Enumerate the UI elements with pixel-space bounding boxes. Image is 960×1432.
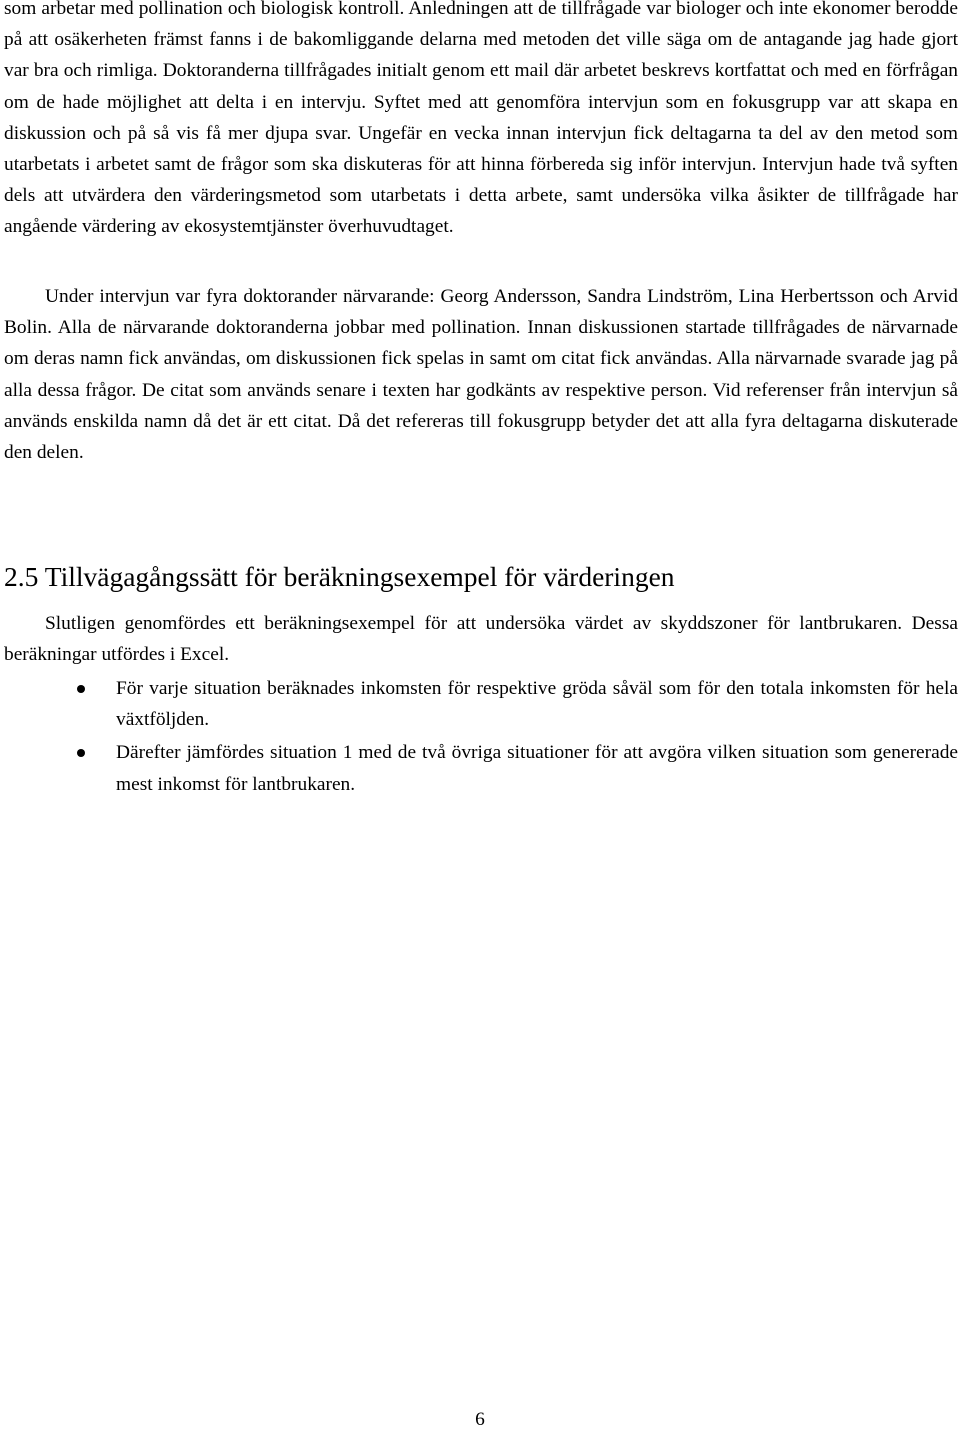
bullet-point-icon [77, 685, 85, 693]
body-paragraph-interview-participants: Under intervjun var fyra doktorander närvarande: Georg Andersson, Sandra Lindström, Lina Herbertsson och Arvid Bolin. Alla de närvarande doktoranderna jobbar med pollination. Innan diskussionen startade tillfrågades de närvarnade om deras namn fick användas, om diskussionen fick spelas in samt om citat fick användas. Alla närvarnade svarade jag på alla dessa frågor. De citat som används senare i texten har godkänts av respektive person. Vid referenser från intervjun så används enskilda namn då det är ett citat. Då det refereras till fokusgrupp betyder det att alla fyra deltagarna diskuterade den delen. [4, 286, 958, 464]
body-paragraph-method-interview: som arbetar med pollination och biologisk kontroll. Anledningen att de tillfrågade var biologer och inte ekonomer berodde på att osäkerheten främst fanns i de bakomliggande delarna med metoden det ville säga om de antagande jag hade gjort var bra och rimliga. Doktoranderna tillfrågades initialt genom ett mail där arbetet beskrevs kortfattat och med en förfrågan om de hade möjlighet att delta i en intervju. Syftet med att genomföra intervjun som en fokusgrupp var att skapa en diskussion och på så vis få mer djupa svar. Ungefär en vecka innan intervjun fick deltagarna ta del av den metod som utarbetats i arbetet samt de frågor som ska diskuteras för att hinna förbereda sig inför intervjun. Intervjun hade två syften dels att utvärdera den värderingsmetod som utarbetats i detta arbete, samt undersöka vilka åsikter de tillfrågade har angående värdering av ekosystemtjänster överhuvudtaget. [4, 0, 958, 238]
bullet-list-item [0, 673, 958, 735]
bullet-text: Därefter jämfördes situation 1 med de två övriga situationer för att avgöra vilken situation som genererade mest inkomst för lantbrukaren. [116, 742, 958, 795]
section-heading: 2.5 Tillvägagångssätt för beräkningsexempel för värderingen [4, 561, 675, 592]
bullet-list-item [0, 737, 958, 799]
bullet-text: För varje situation beräknades inkomsten för respektive gröda såväl som för den totala inkomsten för hela växtföljden. [116, 678, 958, 731]
bullet-point-icon [77, 749, 85, 757]
page-number: 6 [475, 1409, 485, 1430]
body-paragraph-calculation-example: Slutligen genomfördes ett beräkningsexempel för att undersöka värdet av skyddszoner för lantbrukaren. Dessa beräkningar utfördes i Excel. [4, 613, 958, 666]
bullet-list [0, 673, 958, 802]
